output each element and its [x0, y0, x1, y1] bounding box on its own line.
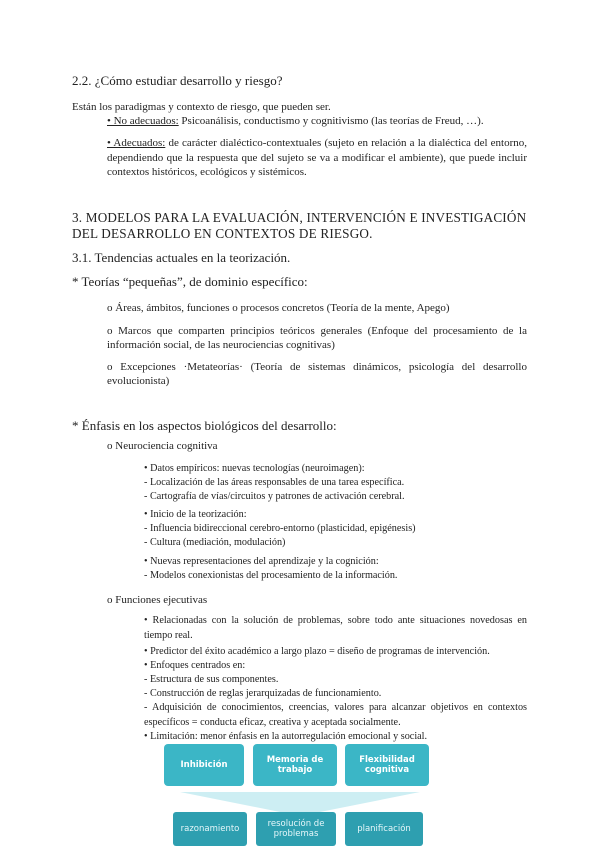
- diagram-box-inhibicion: Inhibición: [164, 744, 244, 786]
- neuro-line: - Localización de las áreas responsables de una tarea específica.: [144, 477, 405, 488]
- funciones-line: - Adquisición de conocimientos, creencias, valores para alcanzar objetivos en contextos específicos = conducta eficaz, creativa y aceptada socialmente.: [144, 702, 527, 728]
- funciones-line: • Limitación: menor énfasis en la autorregulación emocional y social.: [144, 731, 428, 742]
- neuro-line: - Cultura (mediación, modulación): [144, 537, 286, 548]
- section-3-heading: 3. MODELOS PARA LA EVALUACIÓN, INTERVENCIÓN E INVESTIGACIÓN DEL DESARROLLO EN CONTEXTOS DE RIESGO.: [72, 210, 527, 241]
- neuro-line: • Inicio de la teorización:: [144, 509, 247, 520]
- section-2-2-intro: Están los paradigmas y contexto de riesgo, que pueden ser.: [72, 101, 331, 113]
- diagram-box-memoria: Memoria de trabajo: [253, 744, 337, 786]
- diagram-box-razonamiento: razonamiento: [173, 812, 247, 846]
- teorias-item: o Áreas, ámbitos, funciones o procesos concretos (Teoría de la mente, Apego): [107, 302, 450, 314]
- neuro-line: - Cartografía de vías/circuitos y patrones de activación cerebral.: [144, 491, 405, 502]
- neuro-line: • Datos empíricos: nuevas tecnologías (neuroimagen):: [144, 463, 365, 474]
- neuro-line: - Influencia bidireccional cerebro-entorno (plasticidad, epigénesis): [144, 523, 416, 534]
- section-2-2-heading: 2.2. ¿Cómo estudiar desarrollo y riesgo?: [72, 73, 283, 88]
- section-3-1-heading: 3.1. Tendencias actuales en la teorización.: [72, 250, 291, 265]
- funciones-line: • Predictor del éxito académico a largo plazo = diseño de programas de intervención.: [144, 646, 490, 657]
- teorias-heading: * Teorías “pequeñas”, de dominio específico:: [72, 274, 308, 289]
- diagram-box-resolucion: resolución de problemas: [256, 812, 336, 846]
- diagram-box-planificacion: planificación: [345, 812, 423, 846]
- funciones-line: • Relacionadas con la solución de problemas, sobre todo ante situaciones novedosas en tiempo real.: [144, 615, 527, 641]
- teorias-item: o Excepciones ·Metateorías· (Teoría de sistemas dinámicos, psicología del desarrollo evolucionista): [107, 361, 527, 387]
- funciones-line: • Enfoques centrados en:: [144, 660, 246, 671]
- teorias-item: o Marcos que comparten principios teóricos generales (Enfoque del procesamiento de la información social, de las neurociencias cognitivas): [107, 325, 527, 351]
- no-adecuados-text: Psicoanálisis, conductismo y cognitivismo (las teorías de Freud, …).: [178, 115, 484, 127]
- neurociencia-heading: o Neurociencia cognitiva: [107, 440, 218, 452]
- enfasis-heading: * Énfasis en los aspectos biológicos del desarrollo:: [72, 418, 337, 433]
- no-adecuados-label: • No adecuados:: [107, 115, 179, 127]
- no-adecuados-line: [107, 115, 484, 127]
- adecuados-label: • Adecuados:: [107, 137, 166, 149]
- neuro-line: - Modelos conexionistas del procesamiento de la información.: [144, 570, 398, 581]
- adecuados-paragraph: [107, 136, 527, 180]
- adecuados-text: de carácter dialéctico-contextuales (sujeto en relación a la dialéctica del entorno, dependiendo que la respuesta que del sujeto se va a modificar el ambiente), que puede incluir contextos históricos, ecológicos y sistémicos.: [107, 137, 528, 178]
- funciones-line: - Construcción de reglas jerarquizadas de funcionamiento.: [144, 688, 382, 699]
- funciones-heading: o Funciones ejecutivas: [107, 594, 208, 606]
- diagram-arrow: [180, 792, 420, 812]
- diagram-box-flexibilidad: Flexibilidad cognitiva: [345, 744, 429, 786]
- funciones-line: - Estructura de sus componentes.: [144, 674, 279, 685]
- neuro-line: • Nuevas representaciones del aprendizaje y la cognición:: [144, 556, 379, 567]
